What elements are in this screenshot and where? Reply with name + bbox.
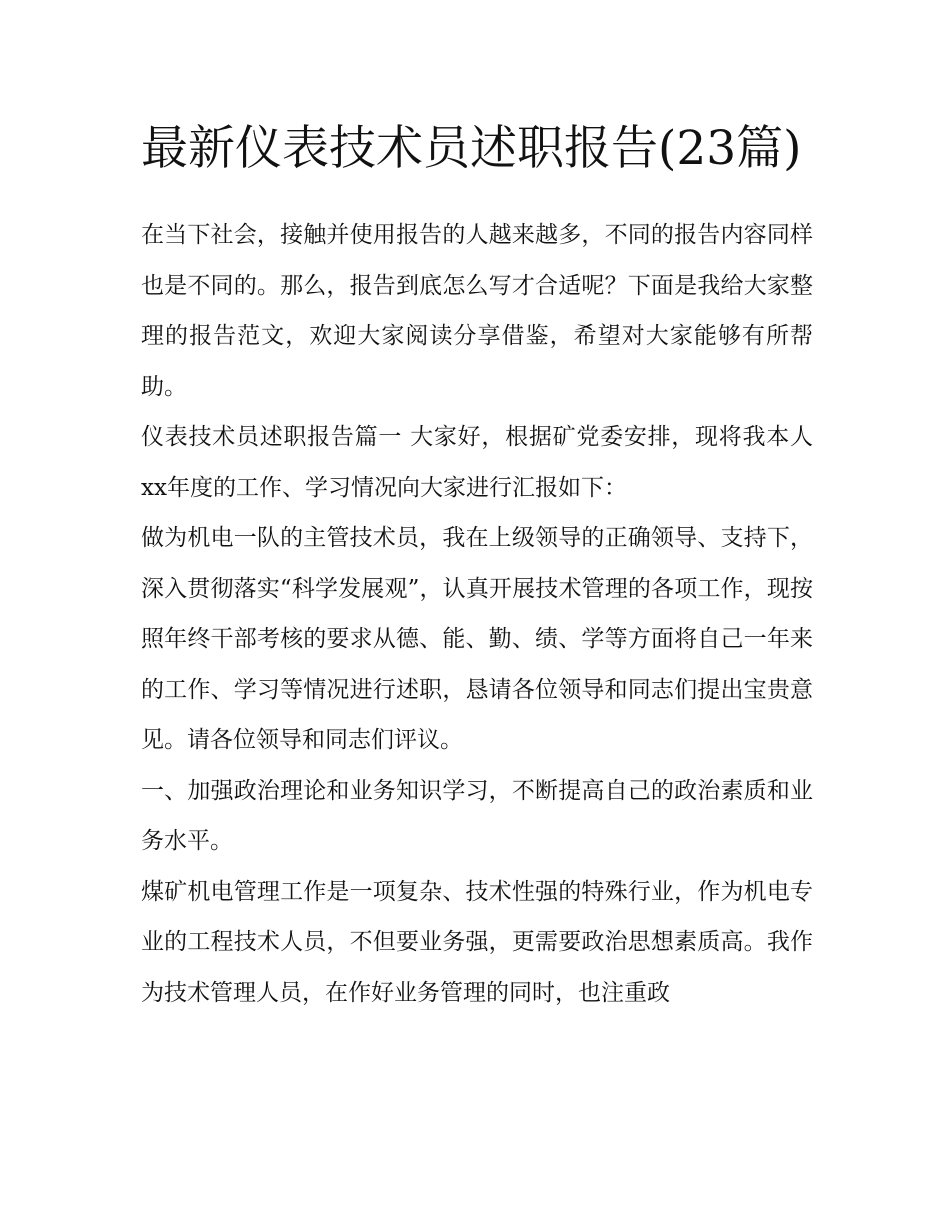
document-body <box>141 112 813 1018</box>
paragraph-intro: 在当下社会，接触并使用报告的人越来越多，不同的报告内容同样也是不同的。那么，报告到底怎么写才合适呢？下面是我给大家整理的报告范文，欢迎大家阅读分享借鉴，希望对大家能够有所帮助。 <box>141 222 813 400</box>
paragraph-opening: 仪表技术员述职报告篇一 大家好，根据矿党委安排，现将我本人xx年度的工作、学习情况向大家进行汇报如下： <box>141 424 813 501</box>
section-heading-1: 一、加强政治理论和业务知识学习，不断提高自己的政治素质和业务水平。 <box>141 777 813 854</box>
document-title: 最新仪表技术员述职报告(23篇) <box>141 121 802 176</box>
paragraph-section-1: 煤矿机电管理工作是一项复杂、技术性强的特殊行业，作为机电专业的工程技术人员，不但要业务强，更需要政治思想素质高。我作为技术管理人员，在作好业务管理的同时，也注重政 <box>141 878 813 1006</box>
paragraph-role: 做为机电一队的主管技术员，我在上级领导的正确领导、支持下，深入贯彻落实“科学发展观”，认真开展技术管理的各项工作，现按照年终干部考核的要求从德、能、勤、绩、学等方面将自己一年来的工作、学习等情况进行述职，恳请各位领导和同志们提出宝贵意见。请各位领导和同志们评议。 <box>141 525 813 753</box>
